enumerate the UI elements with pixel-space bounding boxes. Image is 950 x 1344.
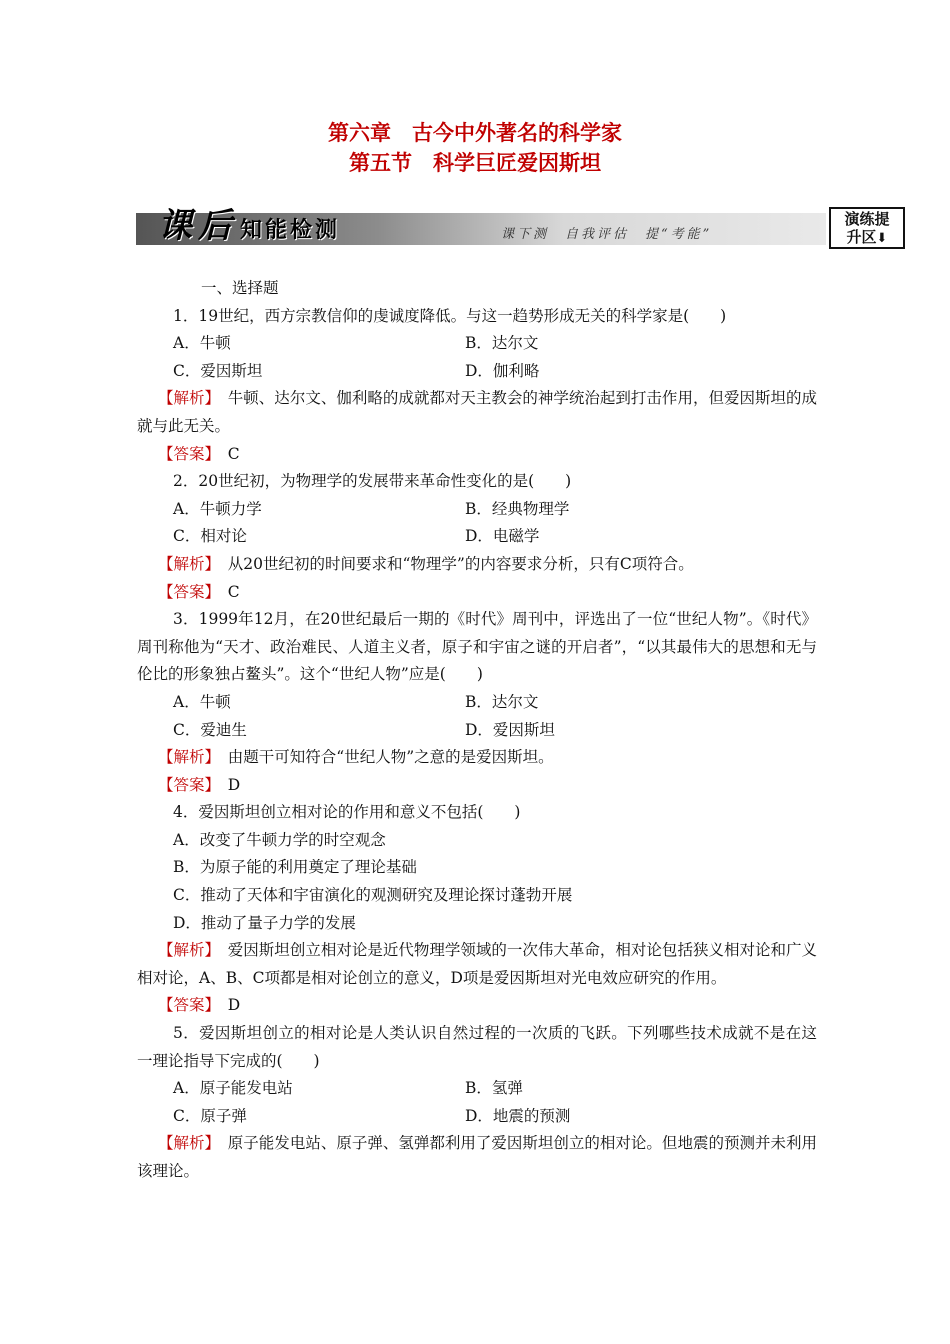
question-stem: 1．19世纪，西方宗教信仰的虔诚度降低。与这一趋势形成无关的科学家是( ) (173, 306, 727, 325)
question-list (137, 275, 817, 1186)
banner-char-ke: 课 (158, 206, 192, 246)
analysis-text: 牛顿、达尔文、伽利略的成就都对天主教会的神学统治起到打击作用，但爱因斯坦的成就与此无关。 (137, 389, 817, 435)
section-heading: 一、选择题 (201, 279, 279, 297)
question-stem: 2．20世纪初，为物理学的发展带来革命性变化的是( ) (173, 472, 572, 491)
chapter-title: 第六章 古今中外著名的科学家 (328, 120, 622, 145)
analysis-paragraph (137, 937, 817, 992)
analysis-paragraph (137, 1130, 817, 1185)
answer-label: 【答案】 (158, 996, 213, 1015)
page-header (0, 118, 950, 178)
analysis-label: 【解析】 (158, 941, 213, 960)
option: C．爱因斯坦 (173, 361, 263, 380)
option-row (137, 496, 817, 524)
option: D．伽利略 (465, 361, 540, 380)
section-banner (136, 207, 826, 245)
question-stem: 3．1999年12月，在20世纪最后一期的《时代》周刊中，评选出了一位“世纪人物”。《时代》周刊称他为“天才、政治难民、人道主义者，原子和宇宙之谜的开启者”，“以其最伟大的思想和无与伦比的形象独占鳌头”。这个“世纪人物”应是( ) (137, 610, 817, 684)
option: B．经典物理学 (465, 499, 570, 518)
answer-line (137, 579, 817, 607)
option: C．爱迪生 (173, 720, 247, 739)
option-row (137, 330, 817, 358)
option: A．牛顿 (173, 334, 231, 353)
tag-line2: 升区 (846, 228, 877, 246)
banner-subtitle: 课下测 自我评估 提“考能” (501, 227, 713, 242)
answer-value: C (227, 582, 240, 601)
option-row (137, 358, 817, 386)
answer-value: D (227, 996, 241, 1015)
analysis-text: 原子能发电站、原子弹、氢弹都利用了爱因斯坦创立的相对论。但地震的预测并未利用该理论。 (137, 1134, 817, 1180)
option: A．原子能发电站 (173, 1079, 293, 1098)
answer-label: 【答案】 (158, 582, 213, 601)
option: C．相对论 (173, 527, 247, 546)
option: D．电磁学 (465, 527, 540, 546)
option-row (137, 523, 817, 551)
option: B．为原子能的利用奠定了理论基础 (173, 858, 417, 877)
option: A．牛顿 (173, 692, 231, 711)
question-stem: 4．爱因斯坦创立相对论的作用和意义不包括( ) (173, 803, 521, 822)
option: A．牛顿力学 (173, 499, 262, 518)
analysis-paragraph (137, 385, 817, 440)
analysis-label: 【解析】 (158, 748, 213, 767)
question-stem: 5．爱因斯坦创立的相对论是人类认识自然过程的一次质的飞跃。下列哪些技术成就不是在这一理论指导下完成的( ) (137, 1024, 817, 1070)
answer-value: D (227, 775, 241, 794)
answer-line (137, 992, 817, 1020)
option: D．地震的预测 (465, 1106, 571, 1125)
analysis-text: 从20世纪初的时间要求和“物理学”的内容要求分析，只有C项符合。 (227, 554, 694, 573)
banner-main-text: 知能检测 (240, 217, 341, 243)
analysis-label: 【解析】 (158, 1134, 213, 1153)
analysis-label: 【解析】 (158, 389, 213, 408)
option: D．爱因斯坦 (465, 720, 555, 739)
option: A．改变了牛顿力学的时空观念 (173, 830, 386, 849)
practice-tag (829, 207, 905, 249)
option: C．推动了天体和宇宙演化的观测研究及理论探讨蓬勃开展 (173, 886, 573, 905)
option: B．达尔文 (465, 692, 539, 711)
option-row (137, 1103, 817, 1131)
analysis-paragraph (137, 744, 817, 772)
answer-label: 【答案】 (158, 444, 213, 463)
banner-char-hou: 后 (198, 206, 232, 246)
option-row (137, 689, 817, 717)
answer-label: 【答案】 (158, 775, 213, 794)
option: D．推动了量子力学的发展 (173, 913, 356, 932)
analysis-text: 由题干可知符合“世纪人物”之意的是爱因斯坦。 (227, 748, 554, 767)
down-arrow-icon: ⬇ (876, 231, 888, 246)
answer-value: C (227, 444, 240, 463)
analysis-text: 爱因斯坦创立相对论是近代物理学领域的一次伟大革命，相对论包括狭义相对论和广义相对论，A、B、C项都是相对论创立的意义，D项是爱因斯坦对光电效应研究的作用。 (137, 941, 817, 987)
tag-line1: 演练提 (844, 210, 890, 228)
option: C．原子弹 (173, 1106, 247, 1125)
option-row (137, 717, 817, 745)
option: B．达尔文 (465, 334, 539, 353)
section-title: 第五节 科学巨匠爱因斯坦 (349, 150, 601, 175)
option: B．氢弹 (465, 1079, 523, 1098)
analysis-paragraph (137, 551, 817, 579)
analysis-label: 【解析】 (158, 554, 213, 573)
option-row (137, 1075, 817, 1103)
answer-line (137, 772, 817, 800)
answer-line (137, 441, 817, 469)
